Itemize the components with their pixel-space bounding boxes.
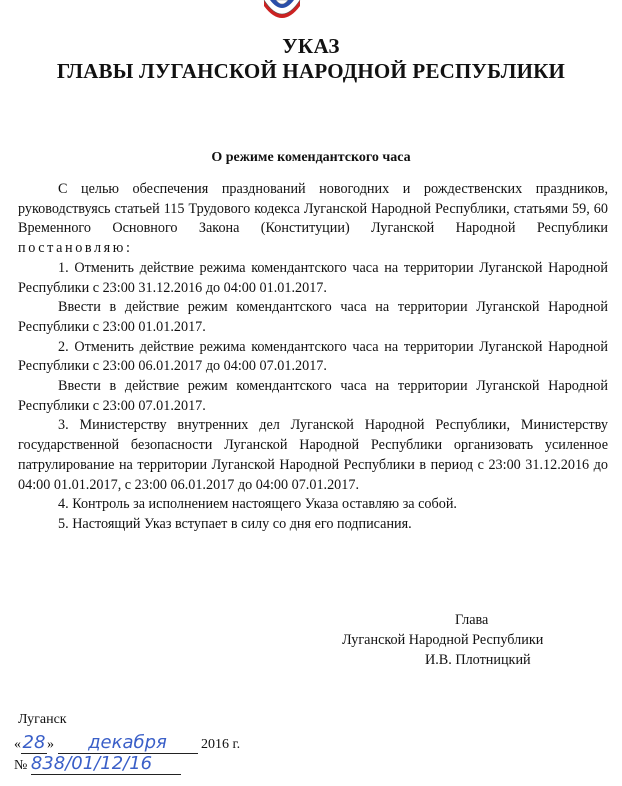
issue-year: 2016 г. [201,737,241,752]
handwritten-number: 838/01/12/16 [31,753,181,775]
decree-title: УКАЗ [282,34,340,58]
handwritten-day: 28 [22,732,46,753]
number-prefix: № [14,758,28,773]
item-2: 2. Отменить действие режима комендантского часа на территории Луганской Народной Республики с 23:00 06.01.2017 до 04:00 07.01.2017. [18,338,608,375]
decree-body [18,180,608,535]
item-4: 4. Контроль за исполнением настоящего Указа оставляю за собой. [58,496,457,513]
coat-of-arms-emblem [250,0,314,22]
item-1: 1. Отменить действие режима комендантского часа на территории Луганской Народной Республики с 23:00 31.12.2016 до 04:00 01.01.2017. [18,259,608,296]
item-1-continuation: Ввести в действие режим комендантского часа на территории Луганской Народной Республики с 23:00 01.01.2017. [18,299,608,335]
item-2-continuation: Ввести в действие режим комендантского часа на территории Луганской Народной Республики с 23:00 07.01.2017. [18,378,608,414]
quote-open: « [14,737,21,752]
signatory-organization: Луганской Народной Республики [342,632,544,648]
handwritten-month: декабря [58,732,198,754]
item-5: 5. Настоящий Указ вступает в силу со дня его подписания. [58,515,412,532]
signatory-position: Глава [455,612,489,628]
issue-date [14,732,240,754]
signatory-name: И.В. Плотницкий [425,652,531,668]
decree-issuer: ГЛАВЫ ЛУГАНСКОЙ НАРОДНОЙ РЕСПУБЛИКИ [56,59,566,83]
place-of-issue: Луганск [18,712,67,727]
preamble-paragraph [18,180,608,259]
decree-number [14,753,181,775]
preamble-text: С целью обеспечения празднований новогодних и рождественских праздников, руководствуясь статьей 115 Трудового кодекса Луганской Народной Республики, статьями 59, 60 Временного Основного Закона (Конституции) Луганской Народной Республики [18,181,608,237]
item-3: 3. Министерству внутренних дел Луганской Народной Республики, Министерству государственной безопасности Луганской Народной Республики организовать усиленное патрулирование на территории Луганской Народной Республики в период с 23:00 31.12.2016 до 04:00 01.01.2017, с 23:00 06.01.2017 до 04:00 07.01.2017. [18,417,608,493]
decree-subject: О режиме комендантского часа [211,150,411,165]
resolve-word: постановляю: [18,240,133,257]
signature-block [320,610,620,670]
quote-close: » [47,737,54,752]
